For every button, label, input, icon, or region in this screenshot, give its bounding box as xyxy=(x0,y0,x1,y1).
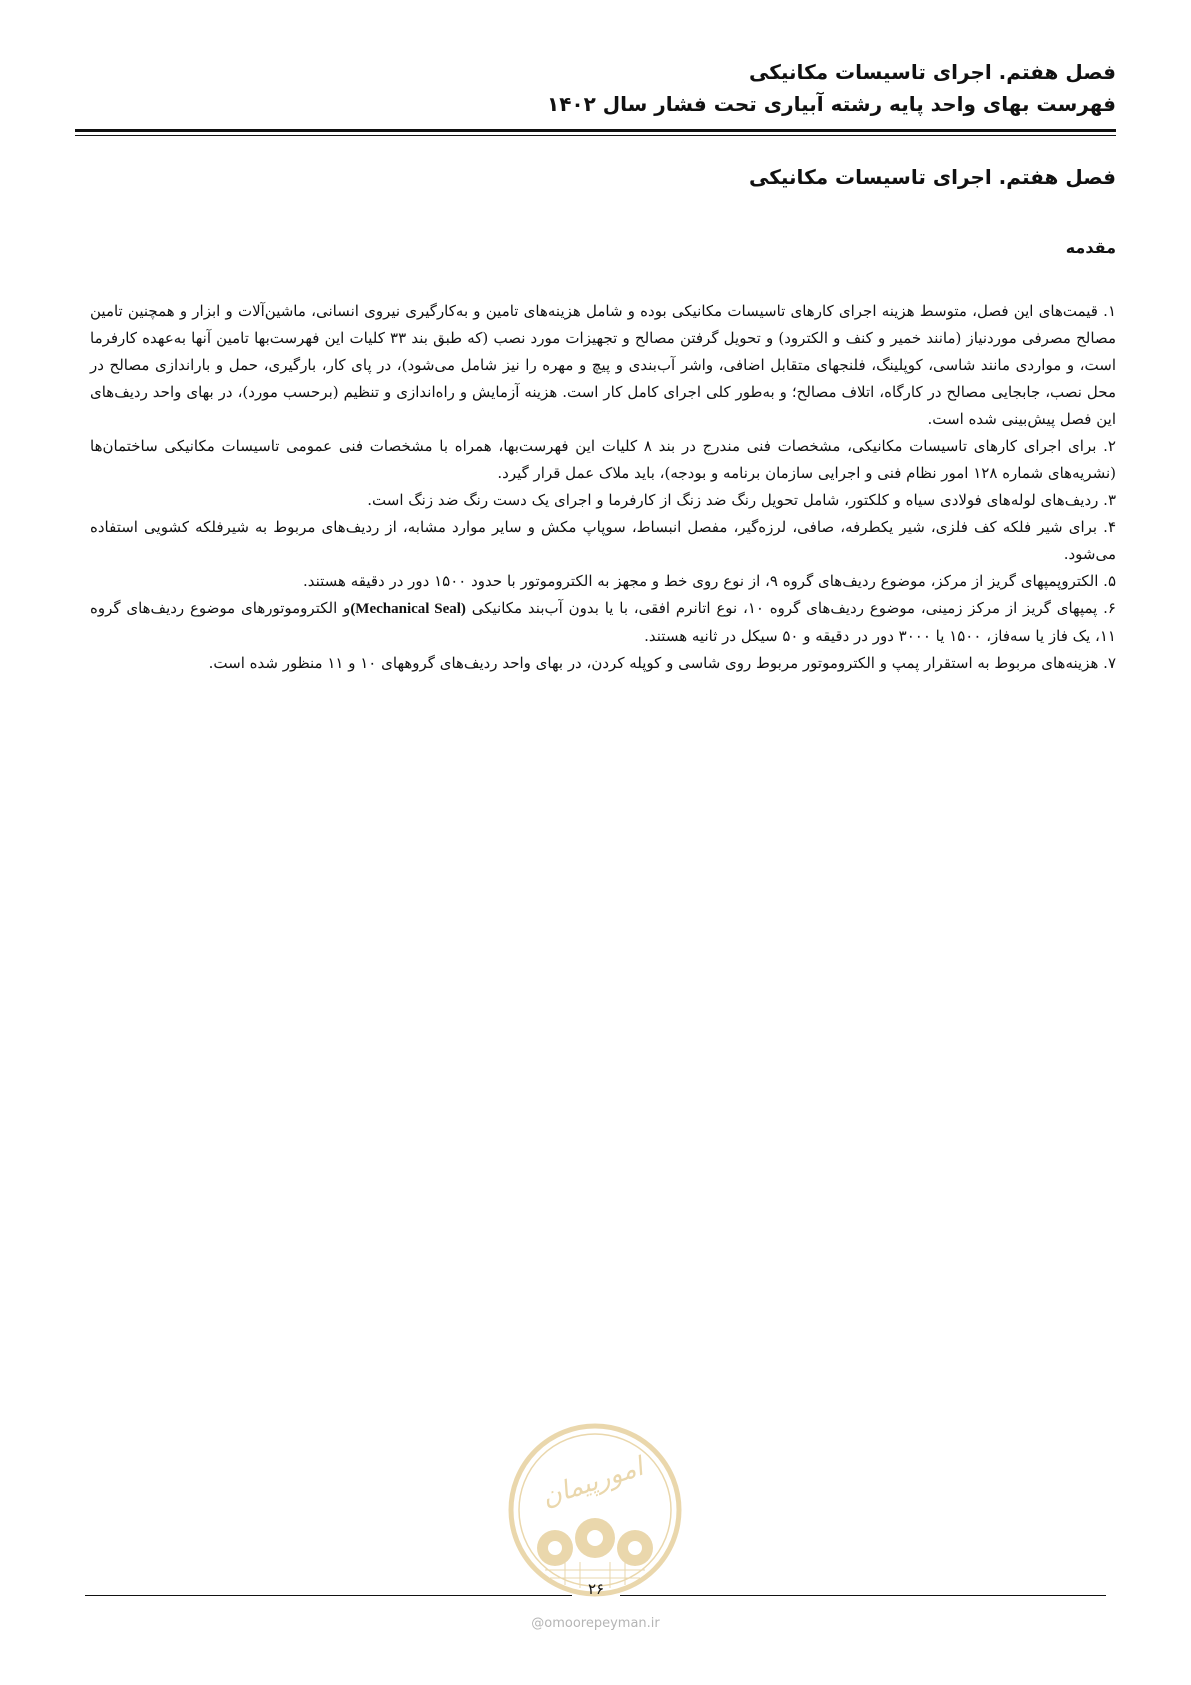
section-title: مقدمه xyxy=(1065,238,1116,257)
header-divider-thick xyxy=(75,129,1116,132)
paragraph-6 xyxy=(90,595,1116,650)
paragraph-3: ۳. ردیف‌های لوله‌های فولادی سیاه و کلکتور، شامل تحویل رنگ ضد زنگ از کارفرما و اجرای یک دست رنگ ضد زنگ است. xyxy=(367,491,1116,509)
paragraph-4: ۴. برای شیر فلکه کف فلزی، شیر یکطرفه، صافی، لرزه‌گیر، مفصل انبساط، سوپاپ مکش و سایر موارد مشابه، از ردیف‌های مربوط به شیرفلکه کشویی استفاده می‌شود. xyxy=(90,518,1116,563)
paragraph-6-latin-term: (Mechanical Seal) xyxy=(350,601,466,617)
footer-divider-right xyxy=(620,1595,1106,1596)
paragraph-2: ۲. برای اجرای کارهای تاسیسات مکانیکی، مشخصات فنی مندرج در بند ۸ کلیات این فهرست‌بها، همراه با مشخصات فنی عمومی تاسیسات مکانیکی ساختمان‌ها (نشریه‌های شماره ۱۲۸ امور نظام فنی و اجرایی سازمان برنامه و بودجه)، باید ملاک عمل قرار گیرد. xyxy=(90,437,1116,482)
paragraph-5: ۵. الکتروپمپهای گریز از مرکز، موضوع ردیف‌های گروه ۹، از نوع روی خط و مجهز به الکتروموتور با حدود ۱۵۰۰ دور در دقیقه هستند. xyxy=(302,572,1116,590)
seal-inner-ring xyxy=(519,1434,671,1586)
paragraph-6-continuation: و الکتروموتورهای موضوع ردیف‌های گروه ۱۱، یک فاز یا سه‌فاز، ۱۵۰۰ یا ۳۰۰۰ دور در دقیقه و ۵۰ سیکل در ثانیه هستند. xyxy=(90,599,1116,645)
seal-logo-script: امورپیمان xyxy=(538,1452,647,1513)
chapter-title: فصل هفتم. اجرای تاسیسات مکانیکی xyxy=(749,165,1116,189)
seal-outer-ring xyxy=(511,1426,679,1594)
page-header xyxy=(75,56,1116,120)
footer-divider-left xyxy=(85,1595,572,1596)
document-body xyxy=(90,298,1116,677)
header-divider-thin xyxy=(75,135,1116,136)
watermark-url: @omoorepeyman.ir xyxy=(531,1616,660,1631)
paragraph-7: ۷. هزینه‌های مربوط به استقرار پمپ و الکتروموتور مربوط روی شاسی و کوپله کردن، در بهای واحد ردیف‌های گروههای ۱۰ و ۱۱ منظور شده است. xyxy=(208,654,1116,672)
paragraph-6-text: ۶. پمپهای گریز از مرکز زمینی، موضوع ردیف‌های گروه ۱۰، نوع اتانرم افقی، با یا بدون آب‌بند مکانیکی xyxy=(471,599,1116,617)
omoorepeyman-seal-logo xyxy=(505,1420,685,1600)
page-number: ۲۶ xyxy=(587,1580,605,1598)
header-list-title: فهرست بهای واحد پایه رشته آبیاری تحت فشار سال ۱۴۰۲ xyxy=(547,92,1116,116)
paragraph-1: ۱. قیمت‌های این فصل، متوسط هزینه اجرای کارهای تاسیسات مکانیکی بوده و شامل هزینه‌های تامین و به‌کارگیری نیروی انسانی، ماشین‌آلات و ابزار و همچنین تامین مصالح مصرفی موردنیاز (مانند خمیر و کنف و الکترود) و تحویل گرفتن مصالح و تجهیزات مورد نصب (که طبق بند ۳۳ کلیات این فهرست‌بها تامین آنها به‌عهده کارفرما است، و مواردی مانند شاسی، کوپلینگ، فلنجهای متقابل اضافی، واشر آب‌بندی و پیچ و مهره را نیز شامل می‌شود)، در پای کار، بارگیری، حمل و باراندازی مصالح در محل نصب، جابجایی مصالح در کارگاه، اتلاف مصالح؛ و به‌طور کلی اجرای کامل کار است. هزینه آزمایش و راه‌اندازی و تنظیم (برحسب مورد)، در بهای واحد ردیف‌های این فصل پیش‌بینی شده است. xyxy=(90,302,1116,428)
header-chapter-line: فصل هفتم. اجرای تاسیسات مکانیکی xyxy=(749,60,1116,84)
